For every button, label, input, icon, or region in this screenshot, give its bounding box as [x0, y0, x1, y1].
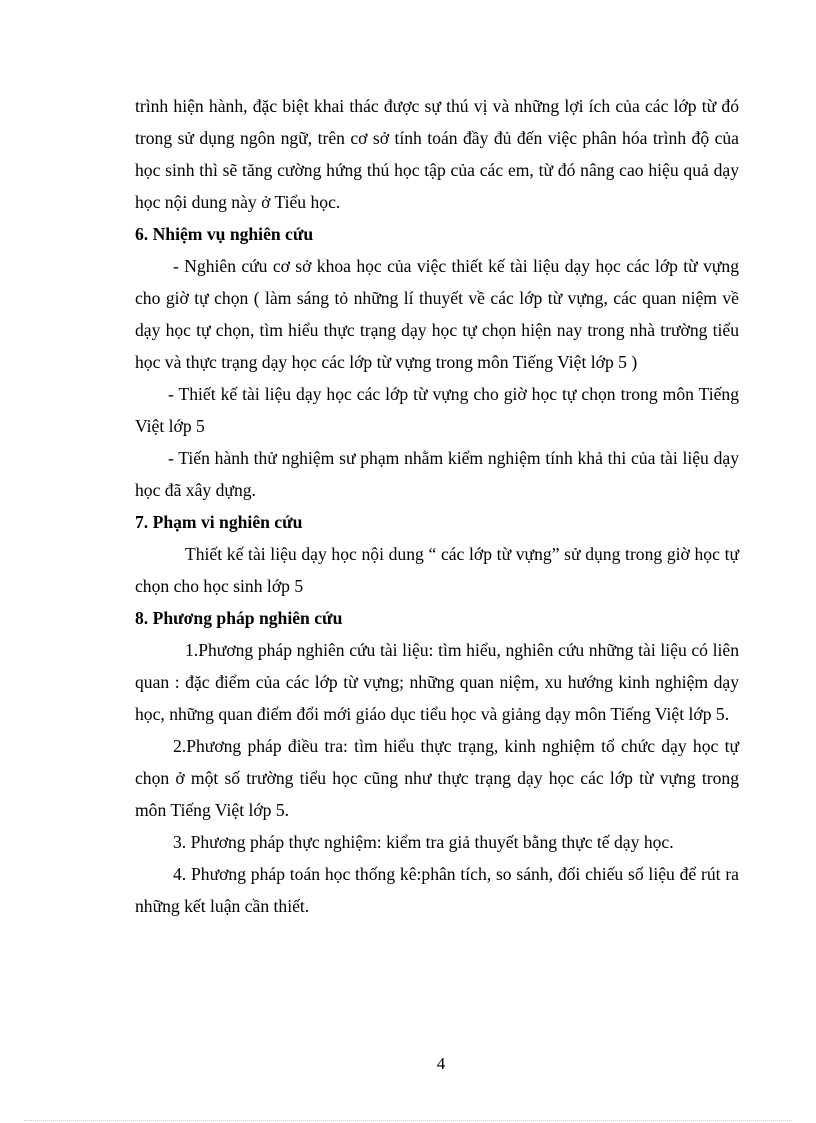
section-6-item-3: - Tiến hành thử nghiệm sư phạm nhằm kiểm nghiệm tính khả thi của tài liệu dạy học đã xây dựng.	[135, 448, 739, 500]
page-body	[135, 90, 739, 922]
section-6-item-2: - Thiết kế tài liệu dạy học các lớp từ vựng cho giờ học tự chọn trong môn Tiếng Việt lớp 5	[135, 384, 739, 436]
section-8-heading: 8. Phương pháp nghiên cứu	[135, 608, 343, 628]
intro-paragraph: trình hiện hành, đặc biệt khai thác được sự thú vị và những lợi ích của các lớp từ đó trong sử dụng ngôn ngữ, trên cơ sở tính toán đầy đủ đến việc phân hóa trình độ của học sinh thì sẽ tăng cường hứng thú học tập của các em, từ đó nâng cao hiệu quả dạy học nội dung này ở Tiểu học.	[135, 96, 739, 212]
section-8-item-2: 2.Phương pháp điều tra: tìm hiểu thực trạng, kinh nghiệm tổ chức dạy học tự chọn ở một số trường tiểu học cũng như thực trạng dạy học các lớp từ vựng trong môn Tiếng Việt lớp 5.	[135, 736, 739, 820]
section-7-paragraph: Thiết kế tài liệu dạy học nội dung “ các lớp từ vựng” sử dụng trong giờ học tự chọn cho học sinh lớp 5	[135, 544, 739, 596]
page-bottom-divider	[24, 1120, 792, 1121]
section-8-item-4: 4. Phương pháp toán học thống kê:phân tích, so sánh, đối chiếu số liệu để rút ra những kết luận cần thiết.	[135, 864, 739, 916]
section-7-heading: 7. Phạm vi nghiên cứu	[135, 512, 303, 532]
section-6-item-1: - Nghiên cứu cơ sở khoa học của việc thiết kế tài liệu dạy học các lớp từ vựng cho giờ tự chọn ( làm sáng tỏ những lí thuyết về các lớp từ vựng, các quan niệm về dạy học tự chọn, tìm hiểu thực trạng dạy học tự chọn hiện nay trong nhà trường tiểu học và thực trạng dạy học các lớp từ vựng trong môn Tiếng Việt lớp 5 )	[135, 256, 739, 372]
section-6-heading: 6. Nhiệm vụ nghiên cứu	[135, 224, 314, 244]
section-8-item-1: 1.Phương pháp nghiên cứu tài liệu: tìm hiểu, nghiên cứu những tài liệu có liên quan : đặc điểm của các lớp từ vựng; những quan niệm, xu hướng kinh nghiệm dạy học, những quan điểm đổi mới giáo dục tiểu học và giảng dạy môn Tiếng Việt lớp 5.	[135, 640, 739, 724]
page-number: 4	[436, 1054, 446, 1073]
section-8-item-3: 3. Phương pháp thực nghiệm: kiểm tra giả thuyết bằng thực tế dạy học.	[173, 832, 674, 852]
